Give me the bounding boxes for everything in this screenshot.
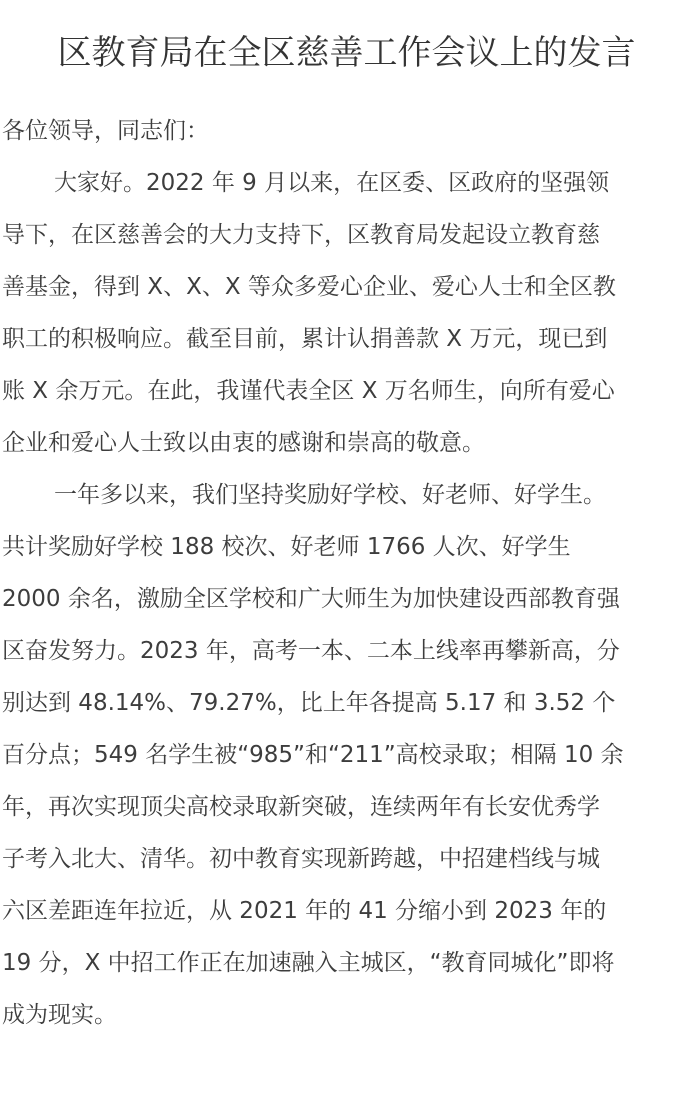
paragraph1-line: 大家好。2022 年 9 月以来，在区委、区政府的坚强领 (54, 170, 610, 196)
paragraph2-line: 别达到 48.14%、79.27%，比上年各提高 5.17 和 3.52 个 (2, 690, 616, 716)
paragraph2-line: 19 分，X 中招工作正在加速融入主城区，“教育同城化”即将 (2, 950, 615, 976)
paragraph2-line: 百分点；549 名学生被“985”和“211”高校录取；相隔 10 余 (2, 742, 624, 768)
paragraph1-line: 职工的积极响应。截至目前，累计认捐善款 X 万元，现已到 (2, 326, 608, 352)
paragraph1-line: 导下，在区慈善会的大力支持下，区教育局发起设立教育慈 (2, 222, 600, 248)
paragraph1-line: 账 X 余万元。在此，我谨代表全区 X 万名师生，向所有爱心 (2, 378, 615, 404)
paragraph1-line: 善基金，得到 X、X、X 等众多爱心企业、爱心人士和全区教 (2, 274, 616, 300)
paragraph2-line: 年，再次实现顶尖高校录取新突破，连续两年有长安优秀学 (2, 794, 600, 820)
paragraph2-line: 六区差距连年拉近，从 2021 年的 41 分缩小到 2023 年的 (2, 898, 607, 924)
paragraph2-line: 2000 余名，激励全区学校和广大师生为加快建设西部教育强 (2, 586, 620, 612)
paragraph2-line: 区奋发努力。2023 年，高考一本、二本上线率再攀新高，分 (2, 638, 620, 664)
paragraph2-line: 子考入北大、清华。初中教育实现新跨越，中招建档线与城 (2, 846, 600, 872)
paragraph1-line: 企业和爱心人士致以由衷的感谢和崇高的敬意。 (2, 430, 485, 456)
document-body (2, 105, 691, 1041)
paragraph2-line: 成为现实。 (2, 1002, 117, 1028)
paragraph2-line: 共计奖励好学校 188 校次、好老师 1766 人次、好学生 (2, 534, 571, 560)
document-title: 区教育局在全区慈善工作会议上的发言 (57, 33, 636, 73)
paragraph2-line: 一年多以来，我们坚持奖励好学校、好老师、好学生。 (54, 482, 606, 508)
salutation: 各位领导，同志们： (2, 118, 209, 144)
